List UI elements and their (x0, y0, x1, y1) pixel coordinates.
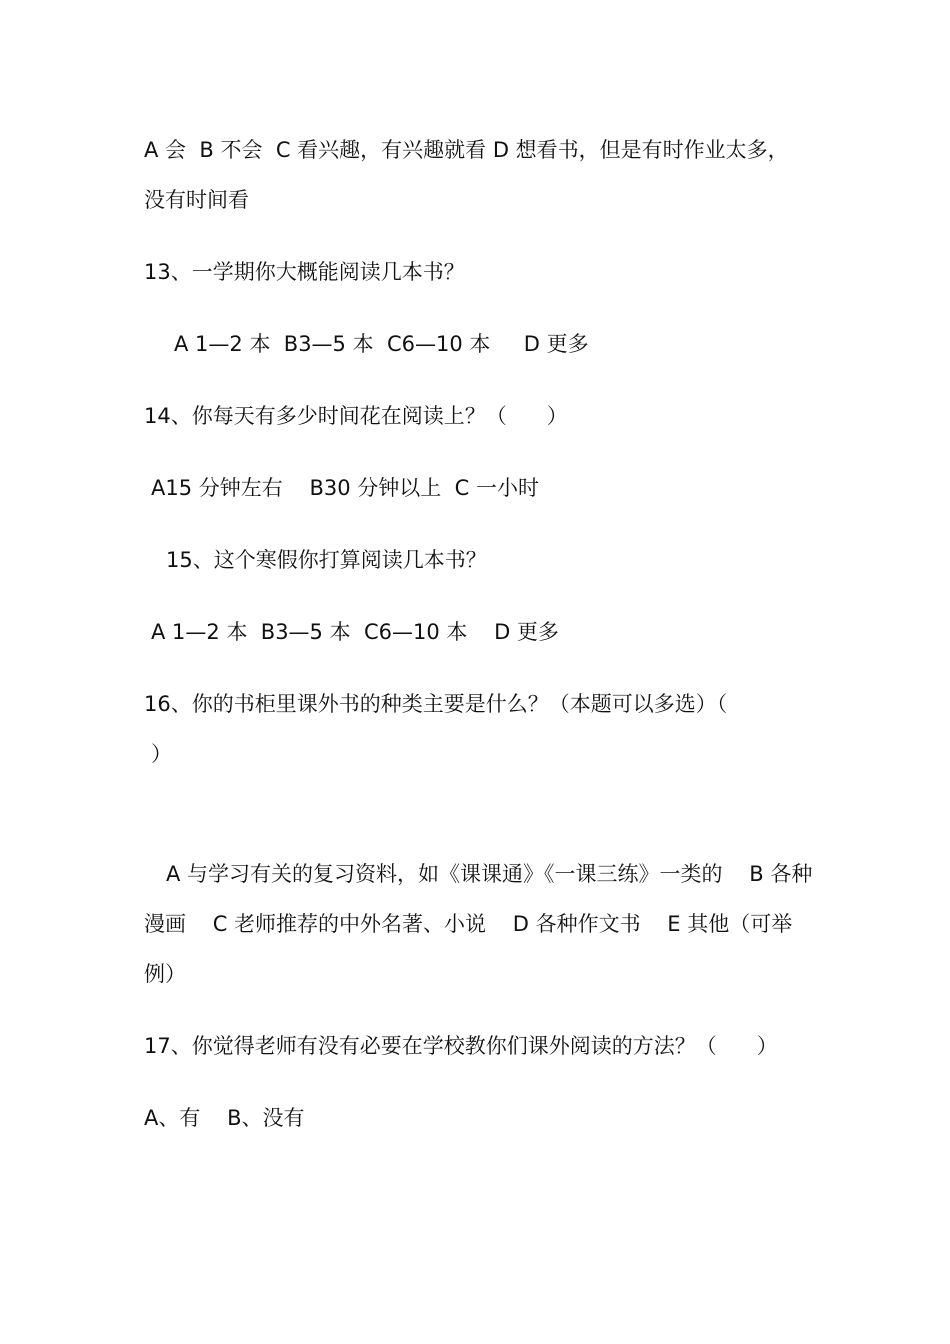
q14-question: 14、你每天有多少时间花在阅读上？（ ） (144, 404, 568, 428)
q14-options: A15 分钟左右 B30 分钟以上 C 一小时 (151, 476, 539, 500)
q16-question-line-2: ） (151, 742, 172, 766)
q16-options-line-3: 例） (144, 962, 186, 986)
q12-options-line-2: 没有时间看 (144, 188, 249, 212)
q15-options: A 1—2 本 B3—5 本 C6—10 本 D 更多 (151, 620, 559, 644)
q17-options: A、有 B、没有 (144, 1106, 305, 1130)
q17-question: 17、你觉得老师有没有必要在学校教你们课外阅读的方法？（ ） (144, 1034, 778, 1058)
q16-options-line-1: A 与学习有关的复习资料，如《课课通》《一课三练》一类的 B 各种 (166, 862, 813, 886)
q16-options-line-2: 漫画 C 老师推荐的中外名著、小说 D 各种作文书 E 其他（可举 (144, 912, 793, 936)
q16-question-line-1: 16、你的书柜里课外书的种类主要是什么？（本题可以多选）（ (144, 692, 728, 716)
q15-question: 15、这个寒假你打算阅读几本书？ (166, 548, 487, 572)
q12-options-line-1: A 会 B 不会 C 看兴趣，有兴趣就看 D 想看书，但是有时作业太多， (144, 138, 789, 162)
q13-question: 13、一学期你大概能阅读几本书？ (144, 260, 465, 284)
q13-options: A 1—2 本 B3—5 本 C6—10 本 D 更多 (174, 332, 589, 356)
